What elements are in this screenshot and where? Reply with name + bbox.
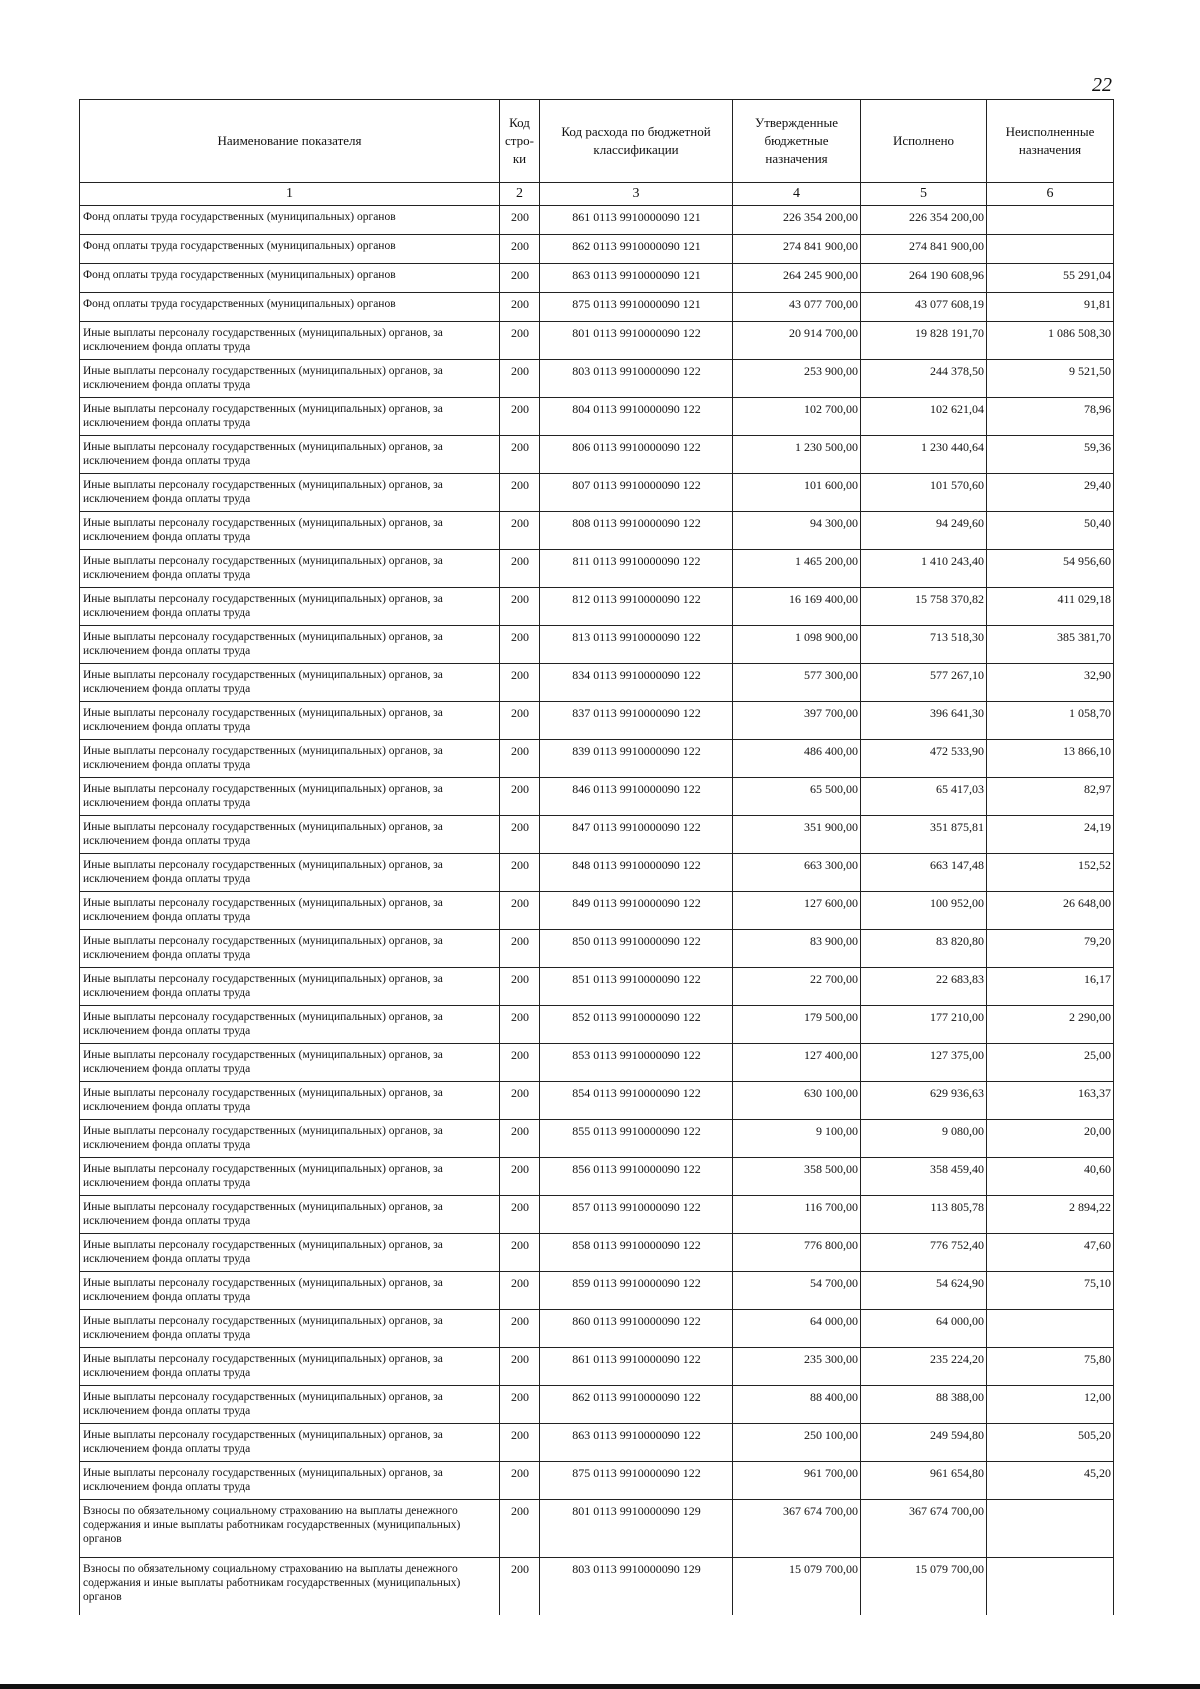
line-code-cell: 200 xyxy=(500,1348,540,1386)
approved-amount-cell: 9 100,00 xyxy=(733,1120,861,1158)
table-row xyxy=(80,436,1114,474)
approved-amount-cell: 961 700,00 xyxy=(733,1462,861,1500)
approved-amount-cell: 83 900,00 xyxy=(733,930,861,968)
approved-amount-cell: 630 100,00 xyxy=(733,1082,861,1120)
budget-code-cell: 834 0113 9910000090 122 xyxy=(540,664,733,702)
indicator-name-cell: Фонд оплаты труда государственных (муниципальных) органов xyxy=(80,293,500,322)
line-code-cell: 200 xyxy=(500,512,540,550)
indicator-name-cell: Иные выплаты персоналу государственных (муниципальных) органов, за исключением фонда оплаты труда xyxy=(80,1234,500,1272)
executed-amount-cell: 101 570,60 xyxy=(861,474,987,512)
table-row xyxy=(80,1462,1114,1500)
column-number: 4 xyxy=(733,183,861,206)
table-row xyxy=(80,474,1114,512)
executed-amount-cell: 94 249,60 xyxy=(861,512,987,550)
indicator-name-cell: Иные выплаты персоналу государственных (муниципальных) органов, за исключением фонда оплаты труда xyxy=(80,740,500,778)
budget-code-cell: 803 0113 9910000090 129 xyxy=(540,1558,733,1616)
table-row xyxy=(80,293,1114,322)
budget-code-cell: 806 0113 9910000090 122 xyxy=(540,436,733,474)
column-number: 6 xyxy=(987,183,1114,206)
approved-amount-cell: 1 465 200,00 xyxy=(733,550,861,588)
executed-amount-cell: 15 758 370,82 xyxy=(861,588,987,626)
unexecuted-amount-cell: 385 381,70 xyxy=(987,626,1114,664)
table-row xyxy=(80,816,1114,854)
executed-amount-cell: 472 533,90 xyxy=(861,740,987,778)
budget-code-cell: 855 0113 9910000090 122 xyxy=(540,1120,733,1158)
budget-code-cell: 859 0113 9910000090 122 xyxy=(540,1272,733,1310)
indicator-name-cell: Иные выплаты персоналу государственных (муниципальных) органов, за исключением фонда оплаты труда xyxy=(80,436,500,474)
approved-amount-cell: 43 077 700,00 xyxy=(733,293,861,322)
executed-amount-cell: 274 841 900,00 xyxy=(861,235,987,264)
budget-code-cell: 858 0113 9910000090 122 xyxy=(540,1234,733,1272)
budget-execution-table xyxy=(79,99,1114,1615)
line-code-cell: 200 xyxy=(500,1386,540,1424)
table-body xyxy=(80,206,1114,1616)
indicator-name-cell: Иные выплаты персоналу государственных (муниципальных) органов, за исключением фонда оплаты труда xyxy=(80,1386,500,1424)
table-row xyxy=(80,264,1114,293)
executed-amount-cell: 100 952,00 xyxy=(861,892,987,930)
line-code-cell: 200 xyxy=(500,398,540,436)
line-code-cell: 200 xyxy=(500,854,540,892)
line-code-cell: 200 xyxy=(500,1044,540,1082)
approved-amount-cell: 274 841 900,00 xyxy=(733,235,861,264)
budget-code-cell: 860 0113 9910000090 122 xyxy=(540,1310,733,1348)
executed-amount-cell: 54 624,90 xyxy=(861,1272,987,1310)
indicator-name-cell: Иные выплаты персоналу государственных (муниципальных) органов, за исключением фонда оплаты труда xyxy=(80,1348,500,1386)
table-row xyxy=(80,1082,1114,1120)
table-row xyxy=(80,1386,1114,1424)
unexecuted-amount-cell: 24,19 xyxy=(987,816,1114,854)
line-code-cell: 200 xyxy=(500,1196,540,1234)
approved-amount-cell: 64 000,00 xyxy=(733,1310,861,1348)
header-indicator-name: Наименование показателя xyxy=(80,100,500,183)
unexecuted-amount-cell xyxy=(987,1558,1114,1616)
approved-amount-cell: 54 700,00 xyxy=(733,1272,861,1310)
approved-amount-cell: 94 300,00 xyxy=(733,512,861,550)
header-row xyxy=(80,100,1114,183)
approved-amount-cell: 226 354 200,00 xyxy=(733,206,861,235)
table-row xyxy=(80,930,1114,968)
executed-amount-cell: 629 936,63 xyxy=(861,1082,987,1120)
executed-amount-cell: 64 000,00 xyxy=(861,1310,987,1348)
indicator-name-cell: Иные выплаты персоналу государственных (муниципальных) органов, за исключением фонда оплаты труда xyxy=(80,854,500,892)
indicator-name-cell: Иные выплаты персоналу государственных (муниципальных) органов, за исключением фонда оплаты труда xyxy=(80,588,500,626)
budget-code-cell: 812 0113 9910000090 122 xyxy=(540,588,733,626)
budget-code-cell: 863 0113 9910000090 121 xyxy=(540,264,733,293)
approved-amount-cell: 127 400,00 xyxy=(733,1044,861,1082)
unexecuted-amount-cell: 2 290,00 xyxy=(987,1006,1114,1044)
indicator-name-cell: Иные выплаты персоналу государственных (муниципальных) органов, за исключением фонда оплаты труда xyxy=(80,322,500,360)
indicator-name-cell: Иные выплаты персоналу государственных (муниципальных) органов, за исключением фонда оплаты труда xyxy=(80,1196,500,1234)
approved-amount-cell: 663 300,00 xyxy=(733,854,861,892)
approved-amount-cell: 15 079 700,00 xyxy=(733,1558,861,1616)
approved-amount-cell: 776 800,00 xyxy=(733,1234,861,1272)
unexecuted-amount-cell: 163,37 xyxy=(987,1082,1114,1120)
unexecuted-amount-cell: 50,40 xyxy=(987,512,1114,550)
executed-amount-cell: 358 459,40 xyxy=(861,1158,987,1196)
line-code-cell: 200 xyxy=(500,550,540,588)
executed-amount-cell: 713 518,30 xyxy=(861,626,987,664)
budget-code-cell: 839 0113 9910000090 122 xyxy=(540,740,733,778)
line-code-cell: 200 xyxy=(500,322,540,360)
line-code-cell: 200 xyxy=(500,436,540,474)
budget-code-cell: 848 0113 9910000090 122 xyxy=(540,854,733,892)
page-number: 22 xyxy=(1092,74,1112,96)
column-number: 2 xyxy=(500,183,540,206)
budget-code-cell: 808 0113 9910000090 122 xyxy=(540,512,733,550)
unexecuted-amount-cell: 75,80 xyxy=(987,1348,1114,1386)
unexecuted-amount-cell: 25,00 xyxy=(987,1044,1114,1082)
budget-code-cell: 811 0113 9910000090 122 xyxy=(540,550,733,588)
line-code-cell: 200 xyxy=(500,1558,540,1616)
executed-amount-cell: 83 820,80 xyxy=(861,930,987,968)
executed-amount-cell: 177 210,00 xyxy=(861,1006,987,1044)
executed-amount-cell: 65 417,03 xyxy=(861,778,987,816)
executed-amount-cell: 249 594,80 xyxy=(861,1424,987,1462)
header-unexecuted: Неисполненные назначения xyxy=(987,100,1114,183)
line-code-cell: 200 xyxy=(500,293,540,322)
line-code-cell: 200 xyxy=(500,360,540,398)
budget-code-cell: 862 0113 9910000090 122 xyxy=(540,1386,733,1424)
unexecuted-amount-cell: 40,60 xyxy=(987,1158,1114,1196)
indicator-name-cell: Иные выплаты персоналу государственных (муниципальных) органов, за исключением фонда оплаты труда xyxy=(80,1044,500,1082)
executed-amount-cell: 19 828 191,70 xyxy=(861,322,987,360)
table-row xyxy=(80,968,1114,1006)
unexecuted-amount-cell: 1 086 508,30 xyxy=(987,322,1114,360)
header-budget-code: Код расхода по бюджетной классификации xyxy=(540,100,733,183)
unexecuted-amount-cell: 91,81 xyxy=(987,293,1114,322)
budget-code-cell: 861 0113 9910000090 122 xyxy=(540,1348,733,1386)
approved-amount-cell: 102 700,00 xyxy=(733,398,861,436)
table-row xyxy=(80,398,1114,436)
budget-code-cell: 853 0113 9910000090 122 xyxy=(540,1044,733,1082)
indicator-name-cell: Иные выплаты персоналу государственных (муниципальных) органов, за исключением фонда оплаты труда xyxy=(80,1272,500,1310)
approved-amount-cell: 577 300,00 xyxy=(733,664,861,702)
approved-amount-cell: 367 674 700,00 xyxy=(733,1500,861,1558)
table-row xyxy=(80,550,1114,588)
unexecuted-amount-cell: 12,00 xyxy=(987,1386,1114,1424)
line-code-cell: 200 xyxy=(500,1234,540,1272)
line-code-cell: 200 xyxy=(500,1006,540,1044)
table-row xyxy=(80,664,1114,702)
header-approved: Утвержденные бюджетные назначения xyxy=(733,100,861,183)
line-code-cell: 200 xyxy=(500,740,540,778)
table-row xyxy=(80,702,1114,740)
approved-amount-cell: 250 100,00 xyxy=(733,1424,861,1462)
table-row xyxy=(80,588,1114,626)
indicator-name-cell: Иные выплаты персоналу государственных (муниципальных) органов, за исключением фонда оплаты труда xyxy=(80,550,500,588)
budget-code-cell: 852 0113 9910000090 122 xyxy=(540,1006,733,1044)
table-row xyxy=(80,512,1114,550)
line-code-cell: 200 xyxy=(500,702,540,740)
column-number: 5 xyxy=(861,183,987,206)
indicator-name-cell: Фонд оплаты труда государственных (муниципальных) органов xyxy=(80,264,500,293)
indicator-name-cell: Иные выплаты персоналу государственных (муниципальных) органов, за исключением фонда оплаты труда xyxy=(80,626,500,664)
executed-amount-cell: 226 354 200,00 xyxy=(861,206,987,235)
budget-code-cell: 862 0113 9910000090 121 xyxy=(540,235,733,264)
budget-code-cell: 837 0113 9910000090 122 xyxy=(540,702,733,740)
executed-amount-cell: 663 147,48 xyxy=(861,854,987,892)
budget-code-cell: 851 0113 9910000090 122 xyxy=(540,968,733,1006)
approved-amount-cell: 235 300,00 xyxy=(733,1348,861,1386)
approved-amount-cell: 20 914 700,00 xyxy=(733,322,861,360)
indicator-name-cell: Иные выплаты персоналу государственных (муниципальных) органов, за исключением фонда оплаты труда xyxy=(80,360,500,398)
table-row xyxy=(80,1196,1114,1234)
unexecuted-amount-cell: 78,96 xyxy=(987,398,1114,436)
approved-amount-cell: 351 900,00 xyxy=(733,816,861,854)
approved-amount-cell: 397 700,00 xyxy=(733,702,861,740)
table-row xyxy=(80,1500,1114,1558)
indicator-name-cell: Иные выплаты персоналу государственных (муниципальных) органов, за исключением фонда оплаты труда xyxy=(80,892,500,930)
indicator-name-cell: Фонд оплаты труда государственных (муниципальных) органов xyxy=(80,206,500,235)
line-code-cell: 200 xyxy=(500,264,540,293)
indicator-name-cell: Иные выплаты персоналу государственных (муниципальных) органов, за исключением фонда оплаты труда xyxy=(80,474,500,512)
indicator-name-cell: Иные выплаты персоналу государственных (муниципальных) органов, за исключением фонда оплаты труда xyxy=(80,1310,500,1348)
budget-code-cell: 854 0113 9910000090 122 xyxy=(540,1082,733,1120)
budget-code-cell: 863 0113 9910000090 122 xyxy=(540,1424,733,1462)
budget-code-cell: 813 0113 9910000090 122 xyxy=(540,626,733,664)
unexecuted-amount-cell: 1 058,70 xyxy=(987,702,1114,740)
budget-code-cell: 861 0113 9910000090 121 xyxy=(540,206,733,235)
approved-amount-cell: 486 400,00 xyxy=(733,740,861,778)
indicator-name-cell: Иные выплаты персоналу государственных (муниципальных) органов, за исключением фонда оплаты труда xyxy=(80,1082,500,1120)
unexecuted-amount-cell: 59,36 xyxy=(987,436,1114,474)
unexecuted-amount-cell: 29,40 xyxy=(987,474,1114,512)
budget-code-cell: 804 0113 9910000090 122 xyxy=(540,398,733,436)
unexecuted-amount-cell xyxy=(987,1310,1114,1348)
indicator-name-cell: Иные выплаты персоналу государственных (муниципальных) органов, за исключением фонда оплаты труда xyxy=(80,1424,500,1462)
approved-amount-cell: 1 230 500,00 xyxy=(733,436,861,474)
unexecuted-amount-cell: 2 894,22 xyxy=(987,1196,1114,1234)
table-row xyxy=(80,778,1114,816)
unexecuted-amount-cell xyxy=(987,235,1114,264)
indicator-name-cell: Иные выплаты персоналу государственных (муниципальных) органов, за исключением фонда оплаты труда xyxy=(80,816,500,854)
line-code-cell: 200 xyxy=(500,474,540,512)
executed-amount-cell: 113 805,78 xyxy=(861,1196,987,1234)
table-row xyxy=(80,1272,1114,1310)
table-row xyxy=(80,1120,1114,1158)
approved-amount-cell: 16 169 400,00 xyxy=(733,588,861,626)
executed-amount-cell: 351 875,81 xyxy=(861,816,987,854)
executed-amount-cell: 961 654,80 xyxy=(861,1462,987,1500)
table-row xyxy=(80,206,1114,235)
line-code-cell: 200 xyxy=(500,968,540,1006)
unexecuted-amount-cell: 411 029,18 xyxy=(987,588,1114,626)
table-row xyxy=(80,1310,1114,1348)
executed-amount-cell: 43 077 608,19 xyxy=(861,293,987,322)
budget-code-cell: 846 0113 9910000090 122 xyxy=(540,778,733,816)
column-number: 3 xyxy=(540,183,733,206)
unexecuted-amount-cell: 20,00 xyxy=(987,1120,1114,1158)
indicator-name-cell: Иные выплаты персоналу государственных (муниципальных) органов, за исключением фонда оплаты труда xyxy=(80,398,500,436)
indicator-name-cell: Иные выплаты персоналу государственных (муниципальных) органов, за исключением фонда оплаты труда xyxy=(80,702,500,740)
budget-code-cell: 856 0113 9910000090 122 xyxy=(540,1158,733,1196)
column-number: 1 xyxy=(80,183,500,206)
line-code-cell: 200 xyxy=(500,1082,540,1120)
line-code-cell: 200 xyxy=(500,1120,540,1158)
indicator-name-cell: Иные выплаты персоналу государственных (муниципальных) органов, за исключением фонда оплаты труда xyxy=(80,1462,500,1500)
indicator-name-cell: Фонд оплаты труда государственных (муниципальных) органов xyxy=(80,235,500,264)
line-code-cell: 200 xyxy=(500,235,540,264)
budget-code-cell: 850 0113 9910000090 122 xyxy=(540,930,733,968)
budget-code-cell: 807 0113 9910000090 122 xyxy=(540,474,733,512)
table-row xyxy=(80,360,1114,398)
table-row xyxy=(80,1348,1114,1386)
indicator-name-cell: Иные выплаты персоналу государственных (муниципальных) органов, за исключением фонда оплаты труда xyxy=(80,1158,500,1196)
line-code-cell: 200 xyxy=(500,778,540,816)
line-code-cell: 200 xyxy=(500,1310,540,1348)
indicator-name-cell: Иные выплаты персоналу государственных (муниципальных) органов, за исключением фонда оплаты труда xyxy=(80,930,500,968)
indicator-name-cell: Иные выплаты персоналу государственных (муниципальных) органов, за исключением фонда оплаты труда xyxy=(80,512,500,550)
budget-code-cell: 849 0113 9910000090 122 xyxy=(540,892,733,930)
indicator-name-cell: Иные выплаты персоналу государственных (муниципальных) органов, за исключением фонда оплаты труда xyxy=(80,778,500,816)
approved-amount-cell: 88 400,00 xyxy=(733,1386,861,1424)
table-row xyxy=(80,892,1114,930)
line-code-cell: 200 xyxy=(500,626,540,664)
approved-amount-cell: 22 700,00 xyxy=(733,968,861,1006)
line-code-cell: 200 xyxy=(500,816,540,854)
indicator-name-cell: Иные выплаты персоналу государственных (муниципальных) органов, за исключением фонда оплаты труда xyxy=(80,1120,500,1158)
table-row xyxy=(80,1234,1114,1272)
indicator-name-cell: Иные выплаты персоналу государственных (муниципальных) органов, за исключением фонда оплаты труда xyxy=(80,664,500,702)
approved-amount-cell: 116 700,00 xyxy=(733,1196,861,1234)
budget-code-cell: 875 0113 9910000090 121 xyxy=(540,293,733,322)
budget-code-cell: 803 0113 9910000090 122 xyxy=(540,360,733,398)
unexecuted-amount-cell: 54 956,60 xyxy=(987,550,1114,588)
line-code-cell: 200 xyxy=(500,664,540,702)
table-row xyxy=(80,322,1114,360)
line-code-cell: 200 xyxy=(500,1158,540,1196)
page-bottom-border xyxy=(0,1684,1200,1689)
header-line-code: Код стро-ки xyxy=(500,100,540,183)
approved-amount-cell: 253 900,00 xyxy=(733,360,861,398)
line-code-cell: 200 xyxy=(500,1424,540,1462)
approved-amount-cell: 1 098 900,00 xyxy=(733,626,861,664)
unexecuted-amount-cell: 75,10 xyxy=(987,1272,1114,1310)
table-row xyxy=(80,235,1114,264)
approved-amount-cell: 127 600,00 xyxy=(733,892,861,930)
line-code-cell: 200 xyxy=(500,1500,540,1558)
line-code-cell: 200 xyxy=(500,588,540,626)
budget-code-cell: 875 0113 9910000090 122 xyxy=(540,1462,733,1500)
executed-amount-cell: 15 079 700,00 xyxy=(861,1558,987,1616)
unexecuted-amount-cell: 55 291,04 xyxy=(987,264,1114,293)
approved-amount-cell: 179 500,00 xyxy=(733,1006,861,1044)
unexecuted-amount-cell: 79,20 xyxy=(987,930,1114,968)
unexecuted-amount-cell: 13 866,10 xyxy=(987,740,1114,778)
executed-amount-cell: 367 674 700,00 xyxy=(861,1500,987,1558)
table-row xyxy=(80,1044,1114,1082)
executed-amount-cell: 1 230 440,64 xyxy=(861,436,987,474)
executed-amount-cell: 88 388,00 xyxy=(861,1386,987,1424)
approved-amount-cell: 264 245 900,00 xyxy=(733,264,861,293)
line-code-cell: 200 xyxy=(500,1272,540,1310)
executed-amount-cell: 127 375,00 xyxy=(861,1044,987,1082)
indicator-name-cell: Взносы по обязательному социальному страхованию на выплаты денежного содержания и иные выплаты работникам государственных (муниципальных) органов xyxy=(80,1500,500,1558)
table-row xyxy=(80,740,1114,778)
unexecuted-amount-cell: 82,97 xyxy=(987,778,1114,816)
column-number-row xyxy=(80,183,1114,206)
unexecuted-amount-cell xyxy=(987,1500,1114,1558)
approved-amount-cell: 358 500,00 xyxy=(733,1158,861,1196)
budget-code-cell: 801 0113 9910000090 129 xyxy=(540,1500,733,1558)
unexecuted-amount-cell: 32,90 xyxy=(987,664,1114,702)
indicator-name-cell: Иные выплаты персоналу государственных (муниципальных) органов, за исключением фонда оплаты труда xyxy=(80,1006,500,1044)
executed-amount-cell: 22 683,83 xyxy=(861,968,987,1006)
executed-amount-cell: 396 641,30 xyxy=(861,702,987,740)
table-row xyxy=(80,1158,1114,1196)
unexecuted-amount-cell: 26 648,00 xyxy=(987,892,1114,930)
line-code-cell: 200 xyxy=(500,206,540,235)
table-row xyxy=(80,1558,1114,1616)
table-row xyxy=(80,626,1114,664)
unexecuted-amount-cell: 47,60 xyxy=(987,1234,1114,1272)
table-row xyxy=(80,1006,1114,1044)
unexecuted-amount-cell: 45,20 xyxy=(987,1462,1114,1500)
unexecuted-amount-cell: 152,52 xyxy=(987,854,1114,892)
approved-amount-cell: 65 500,00 xyxy=(733,778,861,816)
executed-amount-cell: 264 190 608,96 xyxy=(861,264,987,293)
indicator-name-cell: Иные выплаты персоналу государственных (муниципальных) органов, за исключением фонда оплаты труда xyxy=(80,968,500,1006)
executed-amount-cell: 776 752,40 xyxy=(861,1234,987,1272)
line-code-cell: 200 xyxy=(500,930,540,968)
table-row xyxy=(80,1424,1114,1462)
table-row xyxy=(80,854,1114,892)
approved-amount-cell: 101 600,00 xyxy=(733,474,861,512)
budget-code-cell: 847 0113 9910000090 122 xyxy=(540,816,733,854)
executed-amount-cell: 235 224,20 xyxy=(861,1348,987,1386)
executed-amount-cell: 577 267,10 xyxy=(861,664,987,702)
line-code-cell: 200 xyxy=(500,1462,540,1500)
line-code-cell: 200 xyxy=(500,892,540,930)
unexecuted-amount-cell: 9 521,50 xyxy=(987,360,1114,398)
indicator-name-cell: Взносы по обязательному социальному страхованию на выплаты денежного содержания и иные выплаты работникам государственных (муниципальных) органов xyxy=(80,1558,500,1616)
unexecuted-amount-cell xyxy=(987,206,1114,235)
budget-code-cell: 857 0113 9910000090 122 xyxy=(540,1196,733,1234)
unexecuted-amount-cell: 16,17 xyxy=(987,968,1114,1006)
budget-code-cell: 801 0113 9910000090 122 xyxy=(540,322,733,360)
executed-amount-cell: 244 378,50 xyxy=(861,360,987,398)
executed-amount-cell: 102 621,04 xyxy=(861,398,987,436)
executed-amount-cell: 1 410 243,40 xyxy=(861,550,987,588)
executed-amount-cell: 9 080,00 xyxy=(861,1120,987,1158)
header-executed: Исполнено xyxy=(861,100,987,183)
unexecuted-amount-cell: 505,20 xyxy=(987,1424,1114,1462)
